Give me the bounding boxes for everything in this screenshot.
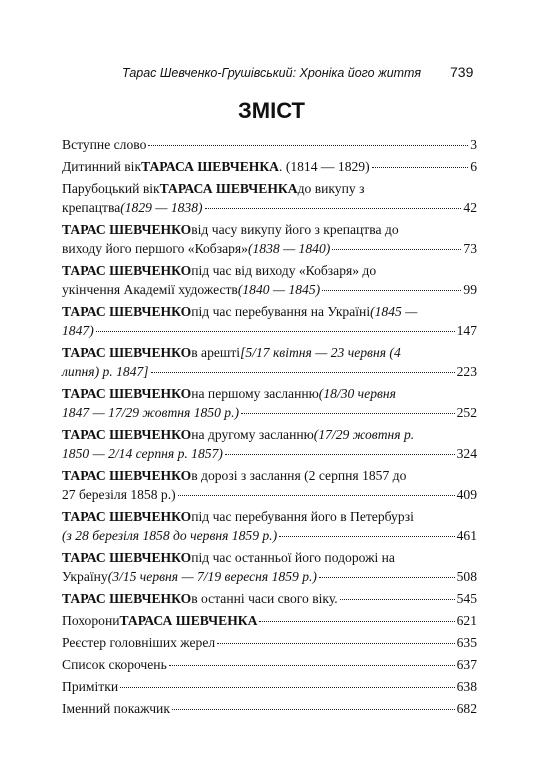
dot-leader [372,167,469,168]
dot-leader [241,413,455,414]
toc-entry-text: 1850 — 2/14 серпня р. 1857) [62,446,223,461]
toc-entry[interactable] [62,384,477,422]
toc-entry-text: Реєстер головніших жерел [62,635,216,650]
toc-entry-text: під час перебування на Україні [191,304,371,319]
toc-entry[interactable] [62,157,477,176]
toc-entry[interactable] [62,548,477,586]
toc-entry-text: ТАРАС ШЕВЧЕНКО [62,509,192,524]
dot-leader [178,495,455,496]
toc-page-number: 635 [456,635,477,650]
toc-entry-text: Дитинний вік [62,159,142,174]
toc-entry-text: ТАРАС ШЕВЧЕНКО [62,386,192,401]
page-number: 739 [450,64,474,80]
dot-leader [279,536,454,537]
toc-page-number: 638 [456,679,477,694]
toc-entry[interactable] [62,179,477,217]
toc-entry[interactable] [62,261,477,299]
toc-page-number: 73 [463,241,477,256]
toc-entry-text: в дорозі з заслання (2 серпня 1857 до [191,468,407,483]
toc-entry-text: (3/15 червня — 7/19 вересня 1859 р.) [107,569,317,584]
toc-entry-text: ТАРАСА ШЕВЧЕНКА [141,159,280,174]
toc-page-number: 508 [456,569,477,584]
toc-entry-text: ТАРАС ШЕВЧЕНКО [62,345,192,360]
toc-entry[interactable] [62,507,477,545]
toc-entry-text: в останні часи свого віку. [191,591,338,606]
toc-entry-text: Україну [62,569,108,584]
toc-entry-text: до викупу з [297,181,365,196]
toc-entry-text: від часу викупу його з крепацтва до [191,222,399,237]
toc-entry[interactable] [62,633,477,652]
toc-page-number: 621 [456,613,477,628]
toc-entry[interactable] [62,343,477,381]
toc-page-number: 682 [456,701,477,716]
toc-page-number: 223 [456,364,477,379]
toc-entry-text: Примітки [62,679,119,694]
dot-leader [217,643,454,644]
toc-entry-text: (17/29 жовтня р. [313,427,415,442]
toc-entry-text: ТАРАСА ШЕВЧЕНКА [119,613,258,628]
toc-page-number: 252 [456,405,477,420]
toc-entry-text: Список скорочень [62,657,167,672]
toc-title: ЗМІСТ [238,98,305,123]
toc-entry-text: під час перебування його в Петербурзі [191,509,414,524]
toc-page-number: 545 [456,591,477,606]
toc-page-number: 147 [456,323,477,338]
dot-leader [259,621,454,622]
toc-entry[interactable] [62,677,477,696]
toc-entry-text: ТАРАС ШЕВЧЕНКО [62,427,192,442]
toc-entry-text: [5/17 квітня — 23 червня (4 [240,345,401,360]
dot-leader [319,577,455,578]
toc-entry-text: 1847 — 17/29 жовтня 1850 р.) [62,405,240,420]
dot-leader [96,331,455,332]
toc-entry[interactable] [62,699,477,718]
dot-leader [322,290,461,291]
toc-entry-text: ТАРАС ШЕВЧЕНКО [62,550,192,565]
dot-leader [148,145,468,146]
toc-entry-text: ТАРАС ШЕВЧЕНКО [62,263,192,278]
toc-entry-text: 27 березіля 1858 р.) [62,487,176,502]
toc-entry-text: ТАРАС ШЕВЧЕНКО [62,222,192,237]
toc-entry-text: Вступне слово [62,137,147,152]
dot-leader [205,208,462,209]
table-of-contents [62,135,477,721]
toc-page-number: 6 [470,159,477,174]
toc-page-number: 99 [463,282,477,297]
toc-entry-text: 1847) [62,323,94,338]
toc-entry-text: укінчення Академії художеств [62,282,238,297]
toc-entry-text: під час останньої його подорожі на [191,550,395,565]
dot-leader [169,665,455,666]
toc-entry-text: липня) р. 1847] [62,364,149,379]
toc-entry[interactable] [62,135,477,154]
toc-entry-text: в арешті [191,345,241,360]
toc-entry-text: на другому засланню [191,427,314,442]
running-title: Тарас Шевченко-Грушівський: Хроніка його життя [121,66,422,80]
toc-entry[interactable] [62,655,477,674]
toc-entry-text: (1840 — 1845) [237,282,321,297]
dot-leader [120,687,455,688]
toc-entry-text: Парубоцький вік [62,181,160,196]
toc-entry[interactable] [62,611,477,630]
toc-entry-text: виходу його першого «Кобзаря» [62,241,248,256]
toc-entry-text: Іменний покажчик [62,701,170,716]
toc-entry-text: ТАРАС ШЕВЧЕНКО [62,591,192,606]
toc-entry-text: на першому засланню [191,386,319,401]
toc-entry[interactable] [62,425,477,463]
toc-page-number: 409 [456,487,477,502]
toc-page-number: 461 [456,528,477,543]
toc-entry-text: крепацтва [62,200,121,215]
toc-entry-text: (з 28 березіля 1858 до червня 1859 р.) [62,528,278,543]
toc-entry-text: ТАРАС ШЕВЧЕНКО [62,304,192,319]
toc-page-number: 637 [456,657,477,672]
toc-entry[interactable] [62,302,477,340]
toc-entry[interactable] [62,220,477,258]
toc-entry-text: . (1814 — 1829) [279,159,370,174]
dot-leader [332,249,461,250]
toc-entry[interactable] [62,466,477,504]
dot-leader [172,709,455,710]
toc-entry-text: (1829 — 1838) [120,200,203,215]
toc-entry-text: Похорони [62,613,120,628]
toc-entry-text: (18/30 червня [318,386,396,401]
toc-entry-text: (1845 — [370,304,418,319]
dot-leader [151,372,455,373]
toc-entry-text: ТАРАСА ШЕВЧЕНКА [159,181,298,196]
toc-entry-text: під час від виходу «Кобзаря» до [191,263,377,278]
toc-entry[interactable] [62,589,477,608]
toc-page-number: 3 [470,137,477,152]
toc-entry-text: ТАРАС ШЕВЧЕНКО [62,468,192,483]
dot-leader [340,599,455,600]
dot-leader [225,454,455,455]
toc-page-number: 42 [463,200,477,215]
toc-entry-text: (1838 — 1840) [247,241,331,256]
toc-page-number: 324 [456,446,477,461]
